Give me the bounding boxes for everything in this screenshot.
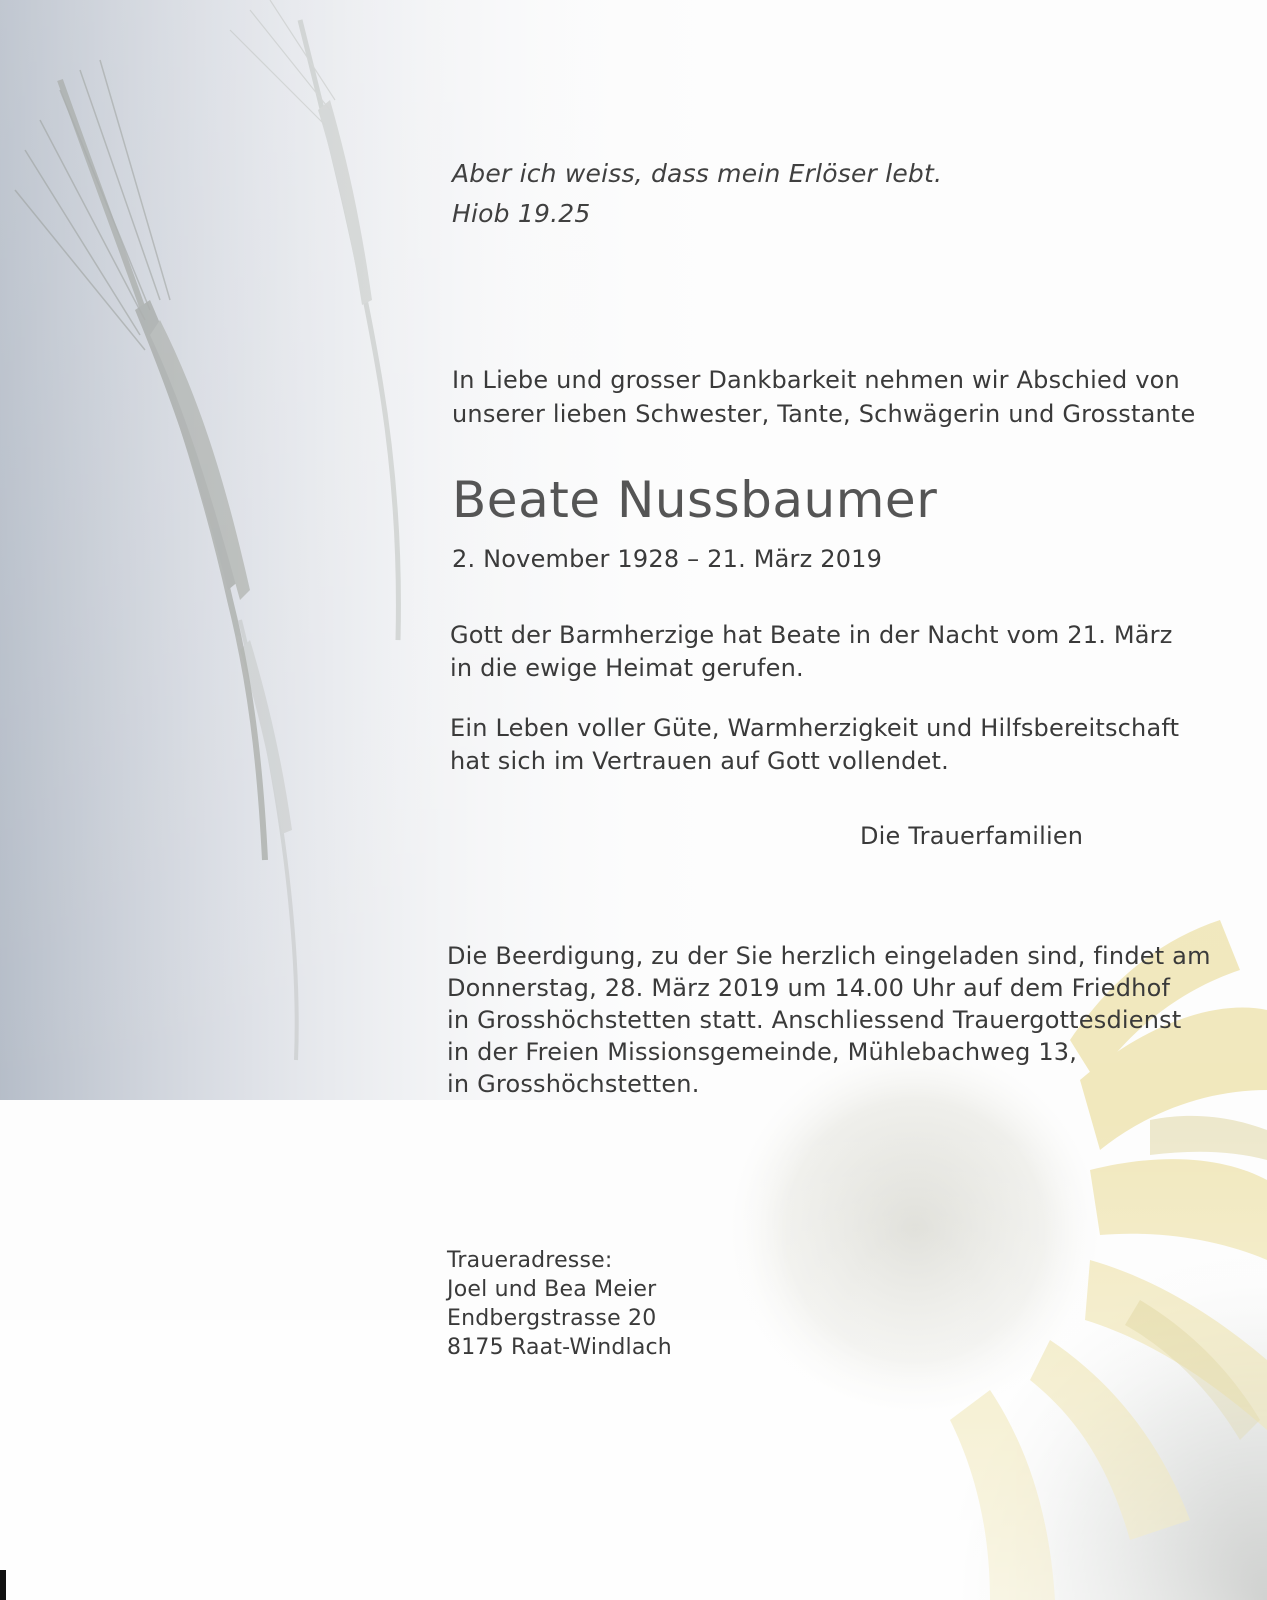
passage-2-line-2: hat sich im Vertrauen auf Gott vollendet. bbox=[450, 747, 949, 775]
bible-quote: Aber ich weiss, dass mein Erlöser lebt. bbox=[452, 159, 943, 188]
intro-line-1: In Liebe und grosser Dankbarkeit nehmen wir Abschied von bbox=[452, 366, 1180, 394]
funeral-line-1: Die Beerdigung, zu der Sie herzlich eingeladen sind, findet am bbox=[447, 942, 1211, 970]
address-label: Traueradresse: bbox=[447, 1248, 613, 1273]
funeral-line-3: in Grosshöchstetten statt. Anschliessend Trauergottesdienst bbox=[447, 1006, 1182, 1034]
passage-2-line-1: Ein Leben voller Güte, Warmherzigkeit und Hilfsbereitschaft bbox=[450, 714, 1180, 742]
address-street: Endbergstrasse 20 bbox=[447, 1306, 657, 1331]
funeral-line-4: in der Freien Missionsgemeinde, Mühlebachweg 13, bbox=[447, 1038, 1078, 1066]
address-city: 8175 Raat-Windlach bbox=[447, 1335, 672, 1360]
life-dates: 2. November 1928 – 21. März 2019 bbox=[452, 545, 883, 573]
scan-edge-mark bbox=[0, 1570, 6, 1600]
passage-1-line-2: in die ewige Heimat gerufen. bbox=[450, 654, 804, 682]
bible-reference: Hiob 19.25 bbox=[452, 199, 591, 228]
funeral-line-5: in Grosshöchstetten. bbox=[447, 1070, 700, 1098]
passage-1-line-1: Gott der Barmherzige hat Beate in der Nacht vom 21. März bbox=[450, 621, 1173, 649]
address-name: Joel und Bea Meier bbox=[447, 1277, 657, 1302]
signature: Die Trauerfamilien bbox=[860, 822, 1084, 850]
deceased-name: Beate Nussbaumer bbox=[452, 471, 938, 529]
intro-line-2: unserer lieben Schwester, Tante, Schwägerin und Grosstante bbox=[452, 400, 1196, 428]
funeral-line-2: Donnerstag, 28. März 2019 um 14.00 Uhr auf dem Friedhof bbox=[447, 974, 1171, 1002]
